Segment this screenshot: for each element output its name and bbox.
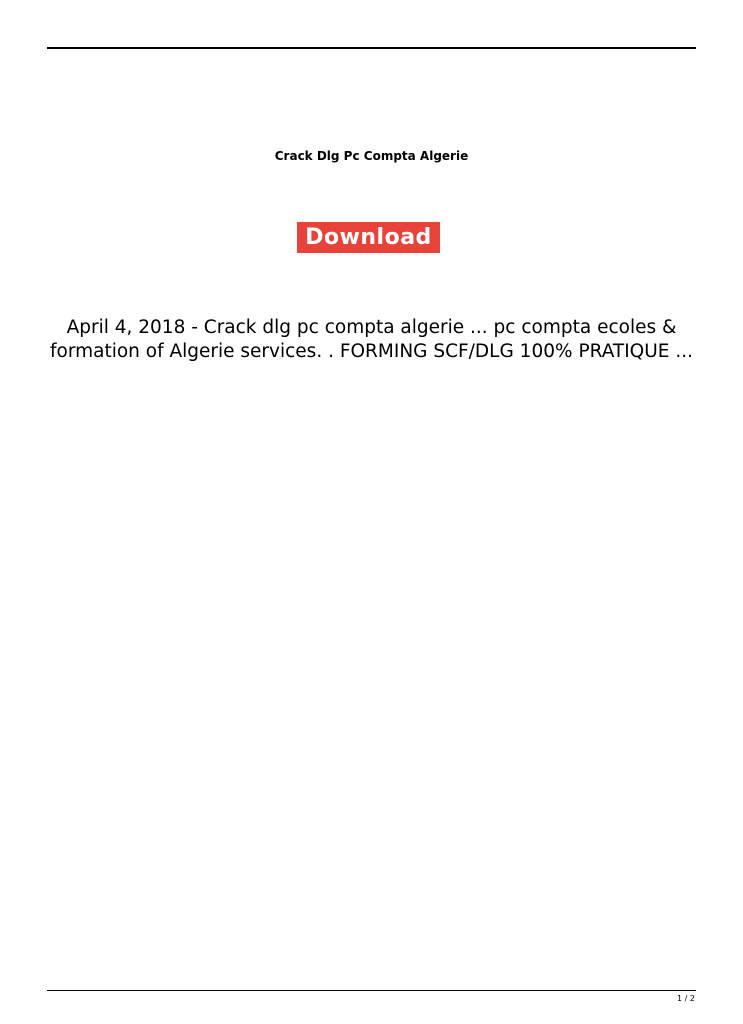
footer-rule — [47, 990, 696, 991]
header-rule — [47, 47, 696, 49]
page-number: 1 / 2 — [677, 994, 695, 1003]
download-button[interactable]: Download — [297, 222, 440, 253]
document-title: Crack Dlg Pc Compta Algerie — [274, 149, 469, 163]
body-paragraph: April 4, 2018 - Crack dlg pc compta algerie ... pc compta ecoles & formation of Algerie services. . FORMING SCF/DLG 100% PRATIQUE ... — [49, 317, 693, 362]
